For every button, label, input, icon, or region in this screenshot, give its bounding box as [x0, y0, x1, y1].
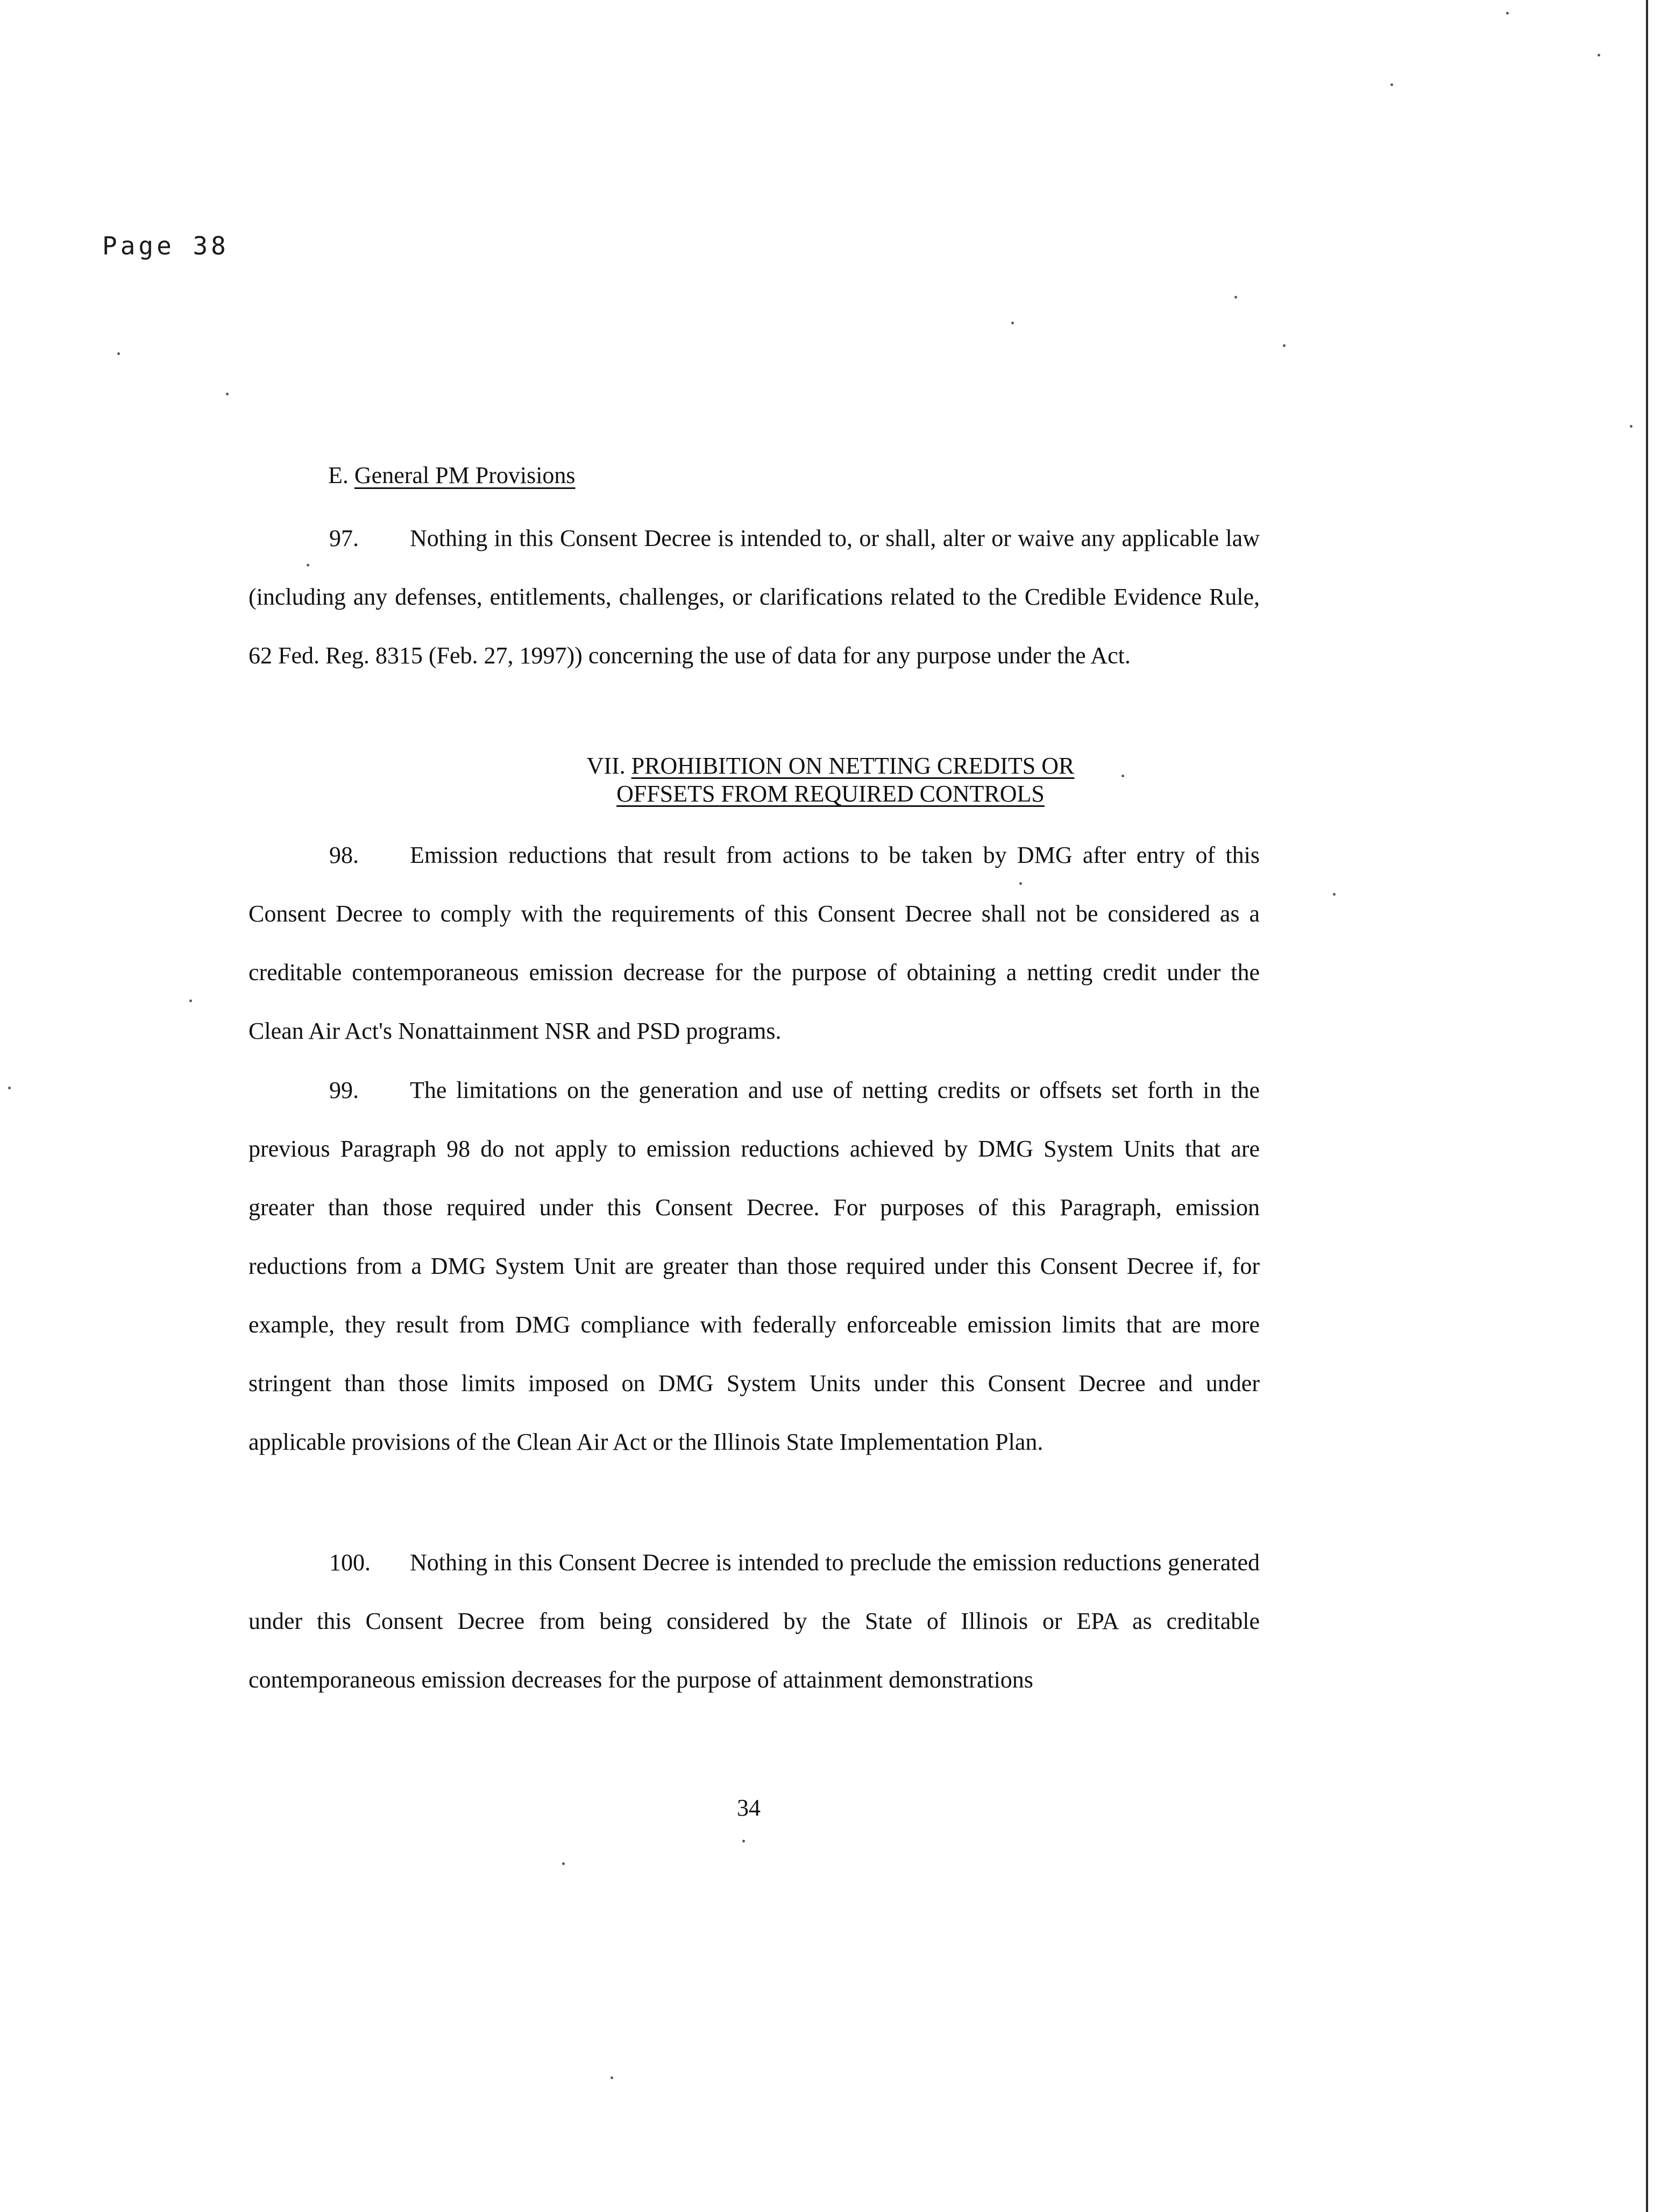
scan-speck [1121, 775, 1124, 777]
scan-speck [611, 2076, 613, 2079]
paragraph-99 [249, 1061, 1260, 1471]
article-heading [0, 752, 1661, 808]
paragraph-text: Nothing in this Consent Decree is intended to preclude the emission reductions generated under this Consent Decree from being considered by the State of Illinois or EPA as creditable contemporaneous emission decreases for the purpose of attainment demonstrations [249, 1549, 1260, 1693]
paragraph-number: 98. [329, 842, 359, 868]
scan-speck [1390, 83, 1393, 86]
section-title: General PM Provisions [354, 462, 576, 488]
scan-edge-line [1646, 0, 1648, 2212]
scan-speck [742, 1840, 745, 1842]
paragraph-number: 100. [329, 1549, 371, 1576]
paragraph-100 [249, 1533, 1260, 1709]
footer-page-number: 34 [737, 1795, 761, 1821]
scan-speck [1598, 54, 1600, 56]
scan-speck [562, 1862, 565, 1865]
paragraph-number: 99. [329, 1077, 359, 1103]
scan-speck [226, 393, 229, 395]
article-title-line1: PROHIBITION ON NETTING CREDITS OR [631, 753, 1075, 779]
section-letter: E. [328, 462, 349, 488]
paragraph-number: 97. [329, 525, 359, 551]
paragraph-97 [249, 509, 1260, 685]
scan-speck [189, 999, 192, 1002]
scan-speck [1630, 425, 1632, 428]
paragraph-text: The limitations on the generation and use of netting credits or offsets set forth in the previous Paragraph 98 do not apply to emission reductions achieved by DMG System Units that are greater than those required under this Consent Decree. For purposes of this Paragraph, emission reductions from a DMG System Unit are greater than those required under this Consent Decree if, for example, they result from DMG compliance with federally enforceable emission limits that are more stringent than those limits imposed on DMG System Units under this Consent Decree and under applicable provisions of the Clean Air Act or the Illinois State Implementation Plan. [249, 1077, 1260, 1455]
scan-speck [1019, 882, 1022, 885]
scan-speck [307, 564, 309, 566]
scan-speck [1011, 322, 1014, 324]
paragraph-text: Nothing in this Consent Decree is intended to, or shall, alter or waive any applicable law (including any defenses, entitlements, challenges, or clarifications related to the Credible Evidence Rule, 62 Fed. Reg. 8315 (Feb. 27, 1997)) concerning the use of data for any purpose under the Act. [249, 525, 1260, 669]
scan-speck [1234, 296, 1237, 299]
scan-speck [117, 352, 120, 355]
article-title-line2: OFFSETS FROM REQUIRED CONTROLS [616, 781, 1045, 807]
scan-speck [1283, 344, 1286, 347]
scan-speck [1333, 893, 1336, 896]
paragraph-text: Emission reductions that result from actions to be taken by DMG after entry of this Consent Decree to comply with the requirements of this Consent Decree shall not be considered as a creditable contemporaneous emission decrease for the purpose of obtaining a netting credit under the Clean Air Act's Nonattainment NSR and PSD programs. [249, 842, 1260, 1044]
article-heading-line1 [0, 752, 1661, 780]
article-number: VII. [586, 753, 626, 779]
scan-speck [1506, 12, 1509, 15]
article-heading-line2 [0, 780, 1661, 808]
scan-speck [8, 1087, 11, 1089]
paragraph-98 [249, 826, 1260, 1060]
section-heading [328, 462, 576, 489]
page-label: Page 38 [102, 231, 229, 260]
